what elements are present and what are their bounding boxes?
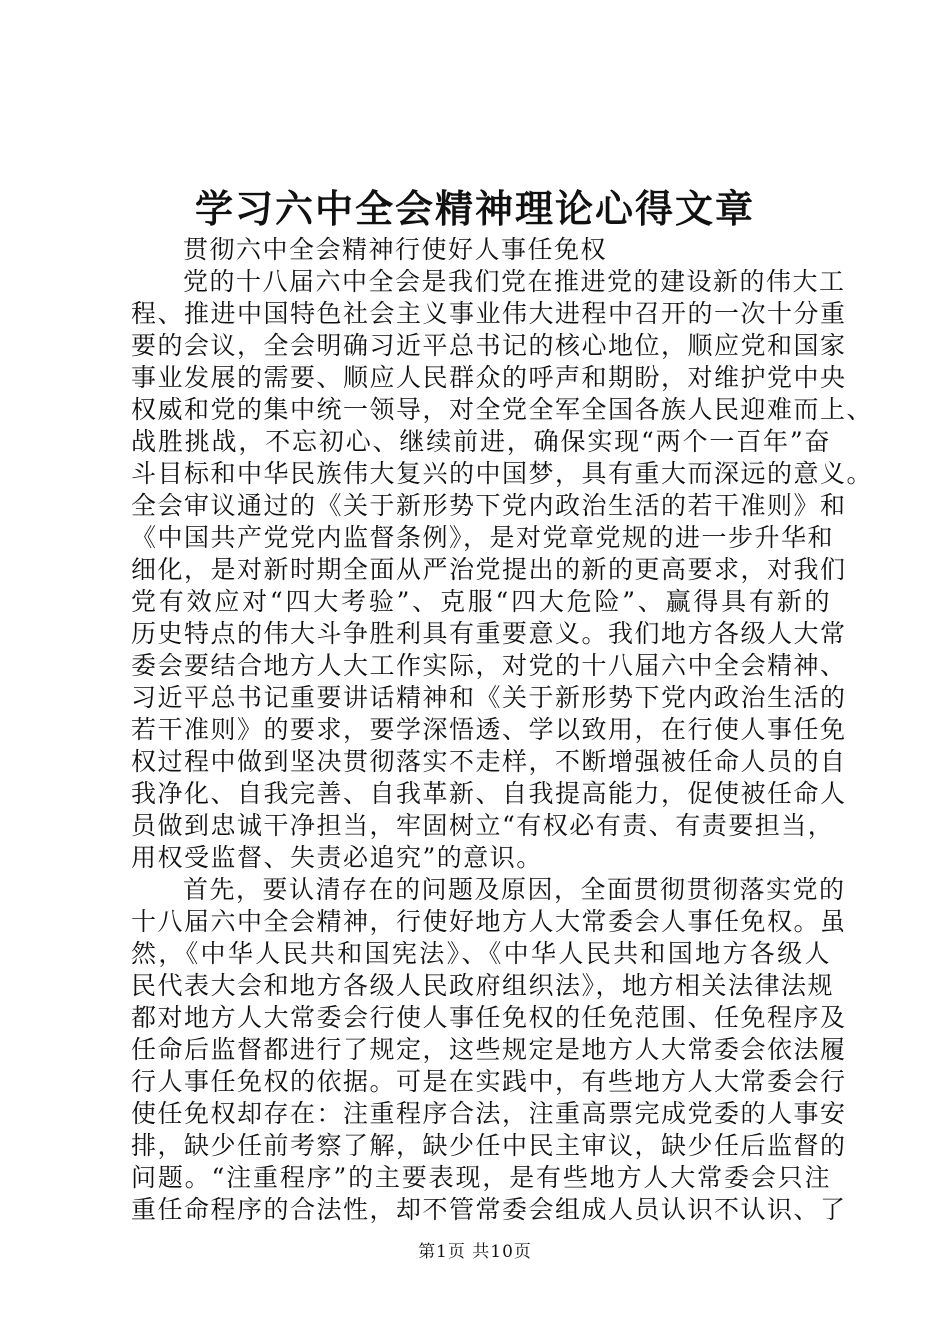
text-line: 若干准则》的要求，要学深悟透、学以致用，在行使人事任免: [131, 715, 847, 744]
text-line: 贯彻六中全会精神行使好人事任免权: [183, 235, 608, 264]
text-line: 权威和党的集中统一领导，对全党全军全国各族人民迎难而上、: [131, 395, 874, 424]
text-line: 排，缺少任前考察了解，缺少任中民主审议，缺少任后监督的: [131, 1131, 847, 1160]
text-line: 用权受监督、失责必追究”的意识。: [131, 843, 543, 872]
text-line: 行人事任免权的依据。可是在实践中，有些地方人大常委会行: [131, 1067, 847, 1096]
page-number-footer: 第1页 共10页: [418, 1242, 532, 1262]
text-line: 员做到忠诚干净担当，牢固树立“有权必有责、有责要担当，: [131, 811, 835, 840]
text-line: 程、推进中国特色社会主义事业伟大进程中召开的一次十分重: [131, 299, 847, 328]
text-line: 《中国共产党党内监督条例》，是对党章党规的进一步升华和: [131, 523, 835, 552]
text-line: 全会审议通过的《关于新形势下党内政治生活的若干准则》和: [131, 491, 847, 520]
text-line: 我净化、自我完善、自我革新、自我提高能力，促使被任命人: [131, 779, 847, 808]
document-body: [131, 234, 874, 1226]
text-line: 重任命程序的合法性，却不管常委会组成人员认识不认识、了: [131, 1195, 847, 1224]
document-title: 学习六中全会精神理论心得文章: [194, 186, 755, 231]
text-line: 细化，是对新时期全面从严治党提出的新的更高要求，对我们: [131, 555, 847, 584]
text-line: 问题。“注重程序”的主要表现，是有些地方人大常委会只注: [131, 1163, 831, 1192]
text-line: 历史特点的伟大斗争胜利具有重要意义。我们地方各级人大常: [131, 619, 847, 648]
text-line: 战胜挑战，不忘初心、继续前进，确保实现“两个一百年”奋: [131, 427, 831, 456]
text-line: 权过程中做到坚决贯彻落实不走样，不断增强被任命人员的自: [131, 747, 847, 776]
text-line: 任命后监督都进行了规定，这些规定是地方人大常委会依法履: [131, 1035, 847, 1064]
text-line: 民代表大会和地方各级人民政府组织法》，地方相关法律法规: [131, 971, 835, 1000]
text-line: 然，《中华人民共和国宪法》、《中华人民共和国地方各级人: [131, 939, 831, 968]
text-line: 事业发展的需要、顺应人民群众的呼声和期盼，对维护党中央: [131, 363, 847, 392]
text-line: 十八届六中全会精神，行使好地方人大常委会人事任免权。虽: [131, 907, 847, 936]
text-line: 斗目标和中华民族伟大复兴的中国梦，具有重大而深远的意义。: [131, 459, 874, 488]
text-line: 使任免权却存在：注重程序合法，注重高票完成党委的人事安: [131, 1099, 847, 1128]
text-line: 都对地方人大常委会行使人事任免权的任免范围、任免程序及: [131, 1003, 847, 1032]
text-line: 要的会议，全会明确习近平总书记的核心地位，顺应党和国家: [131, 331, 847, 360]
text-line: 习近平总书记重要讲话精神和《关于新形势下党内政治生活的: [131, 683, 847, 712]
text-line: 首先，要认清存在的问题及原因，全面贯彻贯彻落实党的: [183, 875, 846, 904]
text-line: 委会要结合地方人大工作实际，对党的十八届六中全会精神、: [131, 651, 847, 680]
text-line: 党有效应对“四大考验”、克服“四大危险”、赢得具有新的: [131, 587, 831, 616]
text-line: 党的十八届六中全会是我们党在推进党的建设新的伟大工: [183, 267, 846, 296]
